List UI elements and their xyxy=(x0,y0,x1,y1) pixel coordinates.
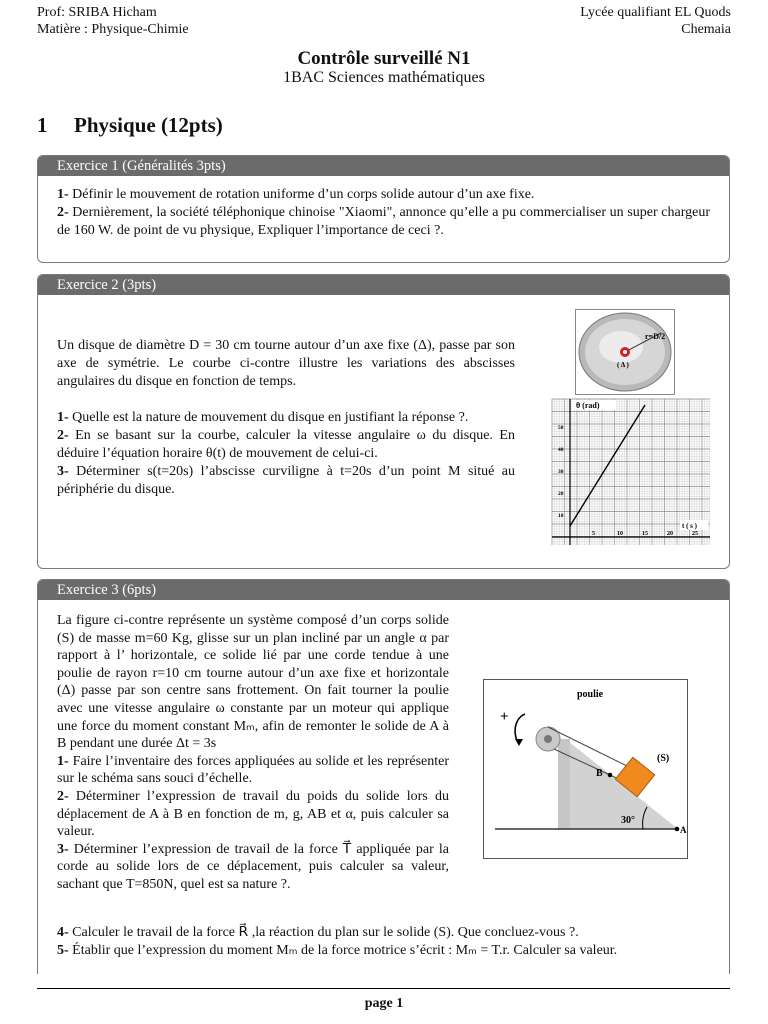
pulley-support xyxy=(558,739,570,829)
label-S: (S) xyxy=(657,753,670,764)
chart-y-tick-label: 10 xyxy=(558,513,564,519)
disk-axis-label: ( Δ ) xyxy=(617,361,629,369)
exercise-3-body xyxy=(57,612,449,894)
exercise-3-heading: Exercice 3 (6pts) xyxy=(38,580,729,600)
teacher-name: Prof: SRIBA Hicham xyxy=(37,5,157,20)
ex2-q2-text: En se basant sur la courbe, calculer la vitesse angulaire ω du disque. En déduire l’équation horaire θ(t) de mouvement de celui-ci. xyxy=(57,428,515,461)
exercise-2-heading: Exercice 2 (3pts) xyxy=(38,275,729,295)
chart-x-tick-label: 10 xyxy=(617,531,623,537)
exercise-1-heading: Exercice 1 (Généralités 3pts) xyxy=(38,156,729,176)
ex3-q1-number: 1- xyxy=(57,753,69,769)
ex3-q5-number: 5- xyxy=(57,943,69,958)
ex1-q2-number: 2- xyxy=(57,205,69,220)
ex1-question-1 xyxy=(57,186,710,204)
disk-highlight xyxy=(599,331,643,363)
ex3-q5-text: Établir que l’expression du moment Mₘ de la force motrice s’écrit : Mₘ = T.r. Calculer sa valeur. xyxy=(68,943,618,958)
pulley-axis xyxy=(544,735,552,743)
page-number: page 1 xyxy=(364,996,404,1011)
ex3-question-4 xyxy=(57,924,717,942)
ex3-q2-number: 2- xyxy=(57,788,69,804)
ex2-intro: Un disque de diamètre D = 30 cm tourne autour d’un axe fixe (Δ), passe par son axe de symétrie. Le courbe ci-contre illustre les variations des abscisses angulaires du disque en fonction de temps. xyxy=(57,338,515,389)
point-B xyxy=(608,773,613,778)
chart-xlabel: t ( s ) xyxy=(682,522,697,530)
chart-y-tick-label: 20 xyxy=(558,491,564,497)
ex3-q3-text: Déterminer l’expression de travail de la force T⃗ appliquée par la corde au solide lors de ce déplacement, puis calculer sa valeur, sachant que T=850N, quel est sa nature ?. xyxy=(57,841,449,892)
label-poulie: poulie xyxy=(577,689,604,700)
disk-axis-center xyxy=(623,350,627,354)
point-A xyxy=(675,827,680,832)
ex3-q2-text: Déterminer l’expression de travail du poids du solide lors du déplacement de A à B en fonction de m, g, AB et α, puis calculer sa valeur. xyxy=(57,788,449,840)
ex1-q2-text: Dernièrement, la société téléphonique chinoise "Xiaomi", annonce qu’elle a pu commercialiser un super chargeur de 160 W. de point de vu physique, Expliquer l’importance de ceci ?. xyxy=(57,205,710,238)
header-right xyxy=(580,4,731,38)
exercise-1-box xyxy=(37,155,730,263)
label-A: A xyxy=(680,825,687,835)
exercise-3-box xyxy=(37,579,730,974)
ex3-q4-text: Calculer le travail de la force R⃗ ,la réaction du plan sur le solide (S). Que concluez-vous ?. xyxy=(68,925,579,940)
page-subtitle: 1BAC Sciences mathématiques xyxy=(283,69,485,86)
chart-x-tick-label: 25 xyxy=(692,531,698,537)
ex2-q1-text: Quelle est la nature de mouvement du disque en justifiant la réponse ?. xyxy=(68,410,469,425)
ex3-question-5 xyxy=(57,942,717,960)
ex3-q3-number: 3- xyxy=(57,841,69,857)
section-number: 1 xyxy=(37,113,48,137)
ex3-question-1 xyxy=(57,753,449,788)
ex3-q4-number: 4- xyxy=(57,925,69,940)
exercise-2-box xyxy=(37,274,730,569)
disk-figure xyxy=(575,309,675,395)
label-B: B xyxy=(596,768,603,779)
chart-y-tick-label: 40 xyxy=(558,447,564,453)
angle-time-chart xyxy=(550,397,712,549)
chart-x-tick-label: 5 xyxy=(592,531,595,537)
incline-figure xyxy=(483,679,688,859)
chart-x-tick-label: 15 xyxy=(642,531,648,537)
ex2-q1-number: 1- xyxy=(57,410,69,425)
chart-ylabel: θ (rad) xyxy=(576,401,600,410)
ex3-question-2 xyxy=(57,788,449,841)
ex3-q1-text: Faire l’inventaire des forces appliquées au solide et les représenter sur le schéma sans souci d’échelle. xyxy=(57,753,449,787)
ex2-q2-number: 2- xyxy=(57,428,69,443)
chart-x-tick-label: 20 xyxy=(667,531,673,537)
ex2-q3-text: Déterminer s(t=20s) l’abscisse curviligne à t=20s d’un point M situé au périphérie du disque. xyxy=(57,464,515,497)
section-heading xyxy=(37,113,223,138)
school-name: Lycée qualifiant EL Quods xyxy=(580,5,731,20)
subject-name: Matière : Physique-Chimie xyxy=(37,22,189,37)
exercise-2-body xyxy=(57,337,515,499)
header-left xyxy=(37,4,189,38)
ex2-q3-number: 3- xyxy=(57,464,69,479)
ex2-question-2 xyxy=(57,427,515,463)
exercise-1-body xyxy=(38,176,729,250)
city-name: Chemaia xyxy=(681,22,731,37)
label-angle: 30° xyxy=(621,815,635,826)
ex3-question-3 xyxy=(57,841,449,894)
ex3-intro: La figure ci-contre représente un système composé d’un corps solide (S) de masse m=60 Kg, glisse sur un plan incliné par un angle α par rapport à l’ horizontale, ce solide lié par une corde tendue à une poulie de rayon r=10 cm tourne autour d’un axe fixe et horizontale (Δ) passe par son centre sans frottement. On fait tourner la poulie avec une vitesse angulaire ω constante par un moteur qui applique une force du moment constant Mₘ, afin de remonter le solide de A à B pendant une durée Δt = 3s xyxy=(57,613,449,752)
chart-y-tick-label: 50 xyxy=(558,425,564,431)
section-title: Physique (12pts) xyxy=(74,113,223,137)
exercise-3-bottom xyxy=(57,924,717,960)
ex2-question-3 xyxy=(57,463,515,499)
ex1-question-2 xyxy=(57,204,710,240)
page-title: Contrôle surveillé N1 xyxy=(297,48,471,69)
footer-divider xyxy=(37,988,730,989)
ex1-q1-number: 1- xyxy=(57,187,69,202)
ex2-question-1 xyxy=(57,409,515,427)
disk-radius-label: r=D/2 xyxy=(645,332,666,341)
chart-y-tick-label: 30 xyxy=(558,469,564,475)
label-plus: + xyxy=(500,709,509,725)
ex1-q1-text: Définir le mouvement de rotation uniforme d’un corps solide autour d’un axe fixe. xyxy=(68,187,535,202)
